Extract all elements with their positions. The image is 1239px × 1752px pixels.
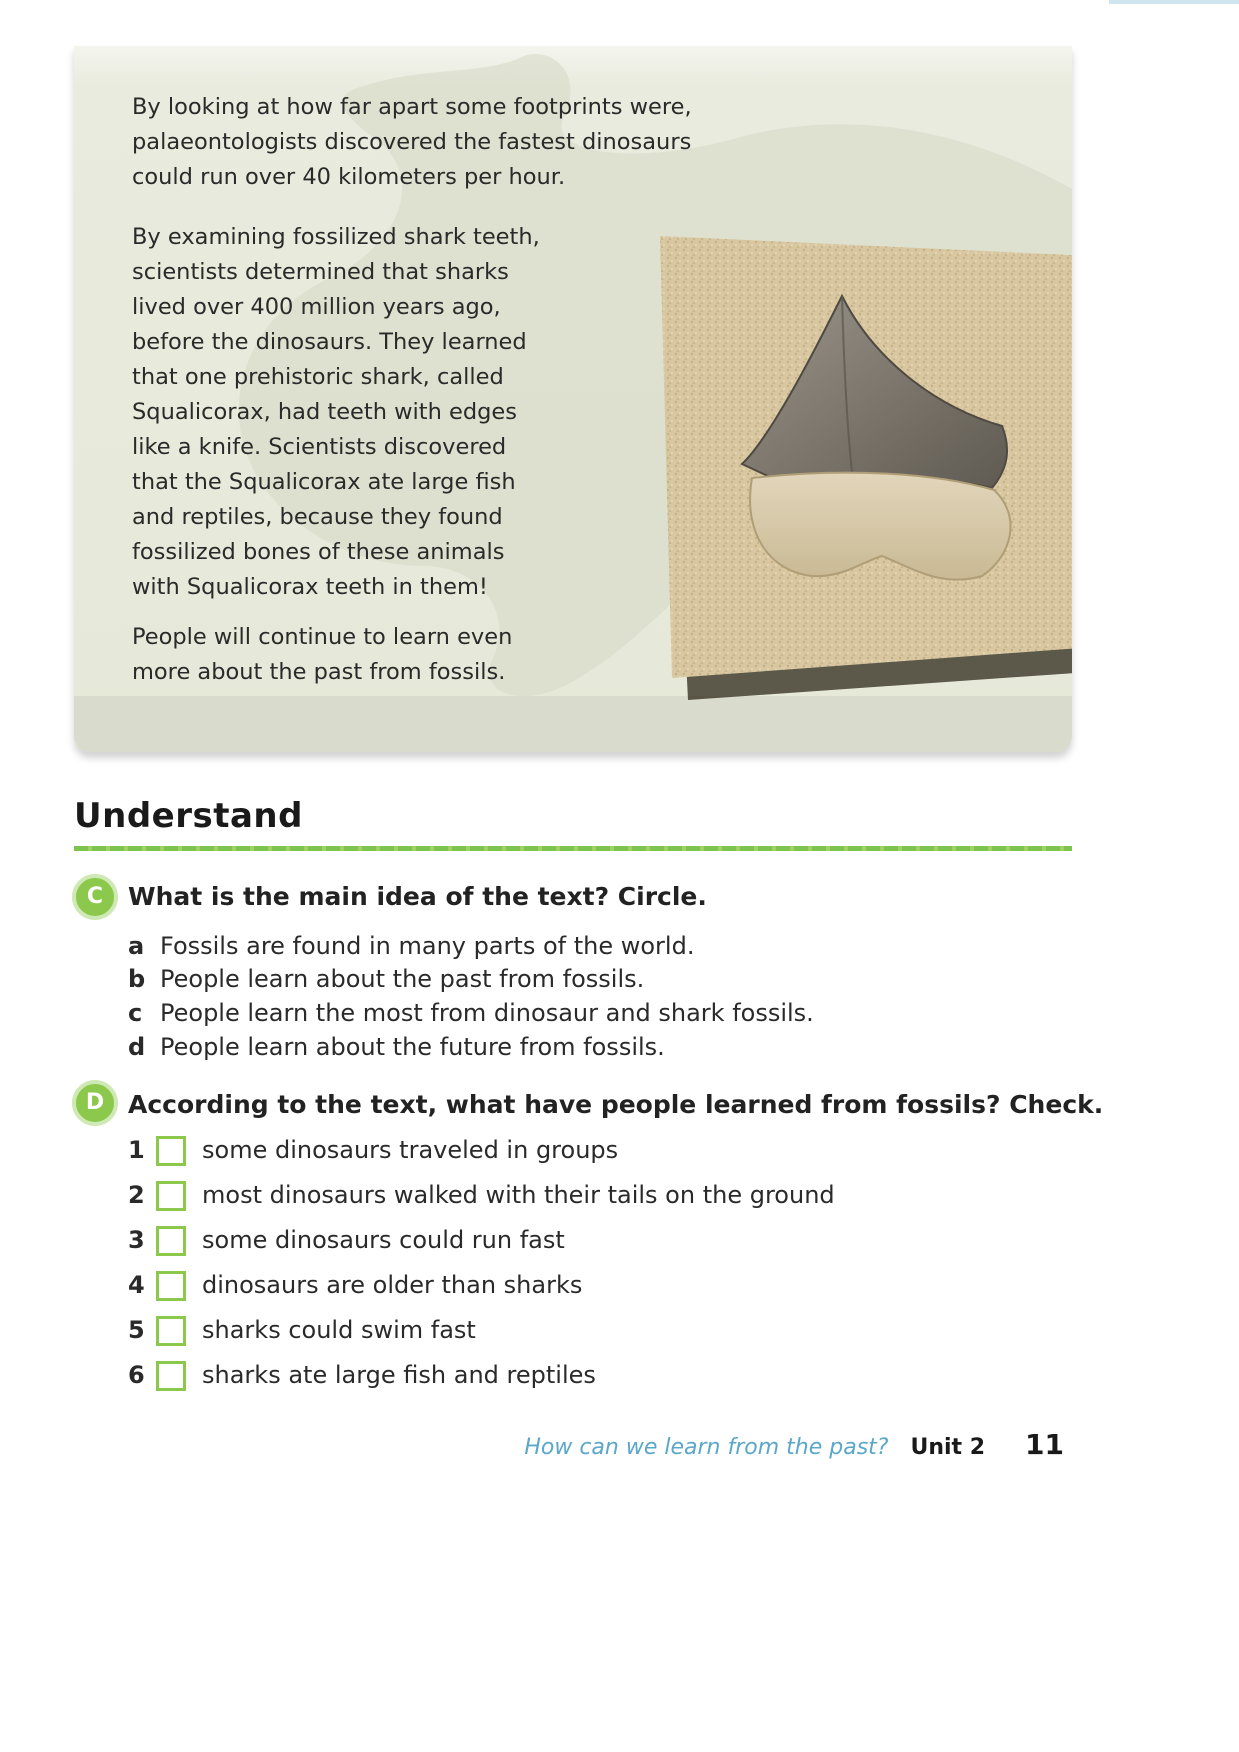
- check-item-1: [128, 1136, 618, 1166]
- question-c-badge: C: [72, 874, 118, 920]
- top-edge-rule: [1109, 0, 1239, 4]
- item-number: 2: [128, 1181, 145, 1209]
- checkbox[interactable]: [156, 1181, 186, 1211]
- checkbox[interactable]: [156, 1361, 186, 1391]
- option-text: People learn about the future from fossils.: [160, 1033, 665, 1061]
- section-divider: [74, 846, 1072, 851]
- question-d-badge: D: [72, 1080, 118, 1126]
- text-line: like a knife. Scientists discovered: [132, 434, 507, 460]
- text-line: By looking at how far apart some footprints were,: [132, 94, 692, 120]
- option-a[interactable]: [128, 932, 694, 960]
- option-letter: c: [128, 999, 143, 1027]
- page-footer: [0, 1428, 1064, 1461]
- item-number: 3: [128, 1226, 145, 1254]
- text-line: palaeontologists discovered the fastest dinosaurs: [132, 129, 692, 155]
- text-line: People will continue to learn even: [132, 624, 513, 650]
- option-text: Fossils are found in many parts of the world.: [160, 932, 695, 960]
- checkbox[interactable]: [156, 1226, 186, 1256]
- check-item-3: [128, 1226, 565, 1256]
- text-line: lived over 400 million years ago,: [132, 294, 501, 320]
- checkbox[interactable]: [156, 1271, 186, 1301]
- fossil-shark-tooth-image: [642, 216, 1072, 716]
- text-line: Squalicorax, had teeth with edges: [132, 399, 517, 425]
- paragraph-conclusion: [132, 620, 512, 690]
- check-item-2: [128, 1181, 835, 1211]
- section-title-understand: Understand: [74, 796, 303, 836]
- checkbox[interactable]: [156, 1136, 186, 1166]
- option-letter: b: [128, 965, 146, 993]
- check-item-6: [128, 1361, 596, 1391]
- item-number: 6: [128, 1361, 145, 1389]
- option-letter: a: [128, 932, 145, 960]
- option-b[interactable]: [128, 965, 644, 993]
- text-line: fossilized bones of these animals: [132, 539, 505, 565]
- text-line: that one prehistoric shark, called: [132, 364, 504, 390]
- option-letter: d: [128, 1033, 146, 1061]
- item-text: some dinosaurs could run fast: [202, 1226, 565, 1254]
- paragraph-shark-teeth: [132, 220, 540, 605]
- text-line: and reptiles, because they found: [132, 504, 503, 530]
- text-line: more about the past from fossils.: [132, 659, 506, 685]
- footer-unit-label: Unit 2: [910, 1435, 986, 1460]
- text-line: By examining fossilized shark teeth,: [132, 224, 540, 250]
- item-number: 5: [128, 1316, 145, 1344]
- text-line: with Squalicorax teeth in them!: [132, 574, 488, 600]
- item-text: sharks ate large fish and reptiles: [202, 1361, 596, 1389]
- check-item-5: [128, 1316, 476, 1346]
- item-text: most dinosaurs walked with their tails on the ground: [202, 1181, 835, 1209]
- question-c-prompt: What is the main idea of the text? Circle.: [128, 882, 707, 911]
- item-text: sharks could swim fast: [202, 1316, 476, 1344]
- option-c[interactable]: [128, 999, 814, 1027]
- option-text: People learn about the past from fossils.: [160, 965, 645, 993]
- question-d-prompt: According to the text, what have people learned from fossils? Check.: [128, 1090, 1104, 1119]
- text-line: that the Squalicorax ate large fish: [132, 469, 516, 495]
- check-item-4: [128, 1271, 582, 1301]
- paragraph-footprints: [132, 90, 692, 195]
- page-number: 11: [1025, 1428, 1064, 1461]
- checkbox[interactable]: [156, 1316, 186, 1346]
- option-d[interactable]: [128, 1033, 665, 1061]
- footer-unit-question: How can we learn from the past?: [524, 1435, 889, 1460]
- option-text: People learn the most from dinosaur and shark fossils.: [160, 999, 814, 1027]
- text-line: scientists determined that sharks: [132, 259, 509, 285]
- reading-panel: [74, 46, 1072, 752]
- text-line: before the dinosaurs. They learned: [132, 329, 527, 355]
- item-text: some dinosaurs traveled in groups: [202, 1136, 619, 1164]
- item-number: 1: [128, 1136, 145, 1164]
- item-number: 4: [128, 1271, 145, 1299]
- item-text: dinosaurs are older than sharks: [202, 1271, 583, 1299]
- text-line: could run over 40 kilometers per hour.: [132, 164, 566, 190]
